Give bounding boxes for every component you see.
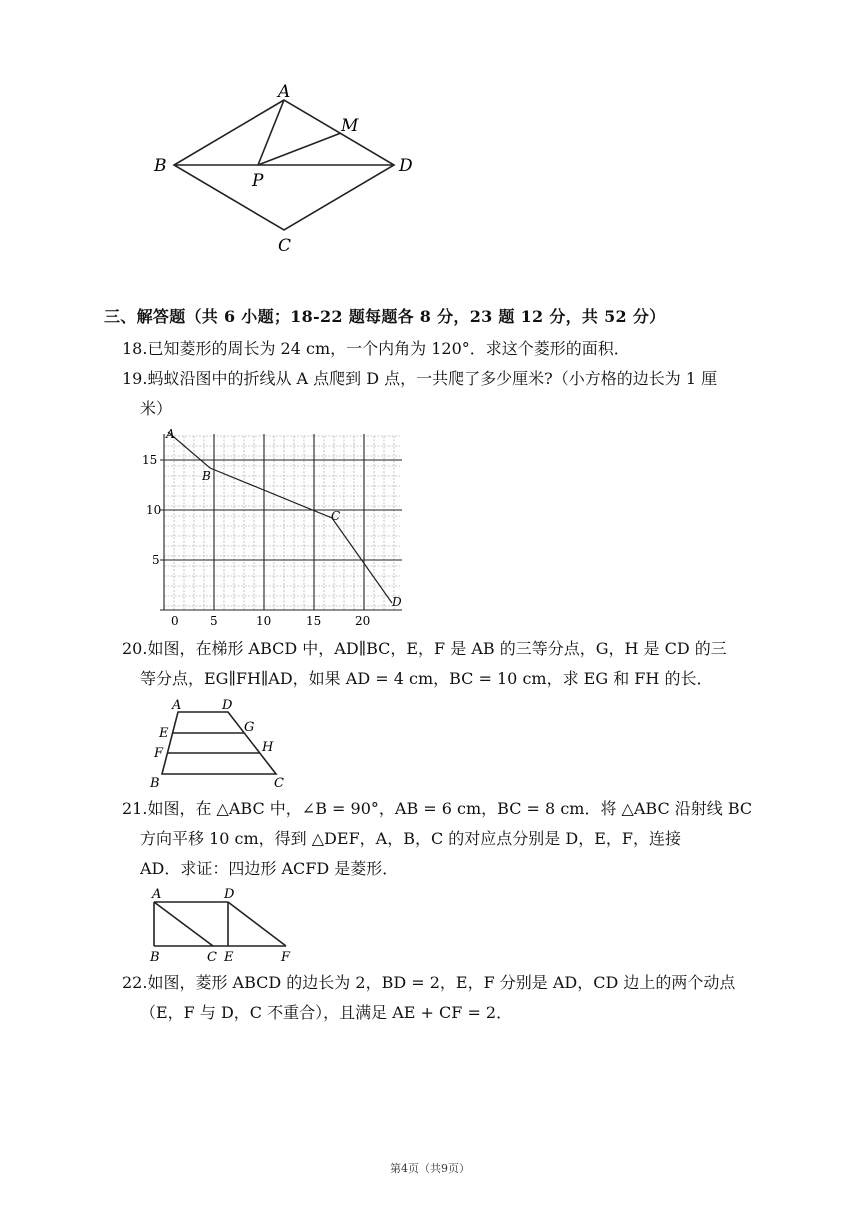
label-b: B [150,950,160,965]
question-number: 22. [122,973,148,992]
translation-figure [146,884,306,966]
question-text-line2: 等分点，EG∥FH∥AD，如果 AD = 4 cm，BC = 10 cm，求 EG 和 FH 的长． [140,669,713,688]
label-d: D [222,698,233,713]
question-19 [122,364,772,424]
grid-figure [140,424,410,630]
trapezoid-outline [162,712,276,774]
point-b-label: B [202,469,211,483]
question-text-line1: 如图，在 △ABC 中，∠B = 90°，AB = 6 cm，BC = 8 cm．将 △ABC 沿射线 BC [147,799,753,818]
label-f: F [154,746,164,761]
question-text-line1: 如图，在梯形 ABCD 中，AD∥BC，E，F 是 AB 的三等分点，G，H 是 CD 的三 [147,639,727,658]
x-tick-20: 20 [355,614,371,628]
question-text-line2: （E，F 与 D，C 不重合），且满足 AE + CF = 2． [140,1003,513,1022]
question-text-line2: 米） [140,399,173,418]
question-number: 20. [122,639,148,658]
label-g: G [244,720,255,735]
question-text: 已知菱形的周长为 24 cm，一个内角为 120°．求这个菱形的面积． [147,339,630,358]
label-c: C [278,236,292,256]
x-tick-5: 5 [210,614,218,628]
label-c: C [207,950,217,965]
segment-df [228,902,286,946]
point-a-label: A [166,427,175,441]
section-title: 三、解答题（共 6 小题；18-22 题每题各 8 分，23 题 12 分，共 52 分） [104,307,666,326]
point-d-label: D [392,595,402,609]
point-c-label: C [331,509,341,523]
question-21 [122,794,772,884]
label-b: B [150,776,160,790]
question-18 [122,334,630,364]
question-number: 18. [122,339,148,358]
question-number: 21. [122,799,148,818]
label-d: D [224,887,235,902]
question-number: 19. [122,369,148,388]
x-tick-0: 0 [171,614,179,628]
x-tick-10: 10 [256,614,272,628]
question-text-line1: 蚂蚁沿图中的折线从 A 点爬到 D 点，一共爬了多少厘米?（小方格的边长为 1 厘 [147,369,718,388]
label-p: P [252,171,264,191]
segment-ap [258,100,284,165]
y-tick-5: 5 [152,553,160,567]
rhombus-figure [150,78,420,258]
question-text-line1: 如图，菱形 ABCD 的边长为 2，BD = 2，E，F 分别是 AD，CD 边上的两个动点 [147,973,736,992]
label-h: H [262,740,274,755]
segment-ac [154,902,213,946]
label-d: D [399,156,413,176]
label-m: M [341,116,359,136]
question-20 [122,634,772,694]
segment-pm [258,133,341,165]
question-22 [122,968,772,1028]
major-grid [160,434,402,610]
question-text-line3: AD．求证：四边形 ACFD 是菱形． [140,859,399,878]
label-b: B [154,156,167,176]
label-e: E [159,726,169,741]
label-a: A [172,698,182,713]
page-footer: 第4页（共9页） [390,1162,470,1175]
label-a: A [152,887,162,902]
label-a: A [278,82,291,102]
ant-path [168,432,392,603]
minor-grid [164,436,400,610]
label-e: E [224,950,234,965]
x-tick-15: 15 [306,614,322,628]
y-tick-15: 15 [142,453,158,467]
label-c: C [274,776,284,790]
y-tick-10: 10 [146,503,162,517]
question-text-line2: 方向平移 10 cm，得到 △DEF，A，B，C 的对应点分别是 D，E，F，连接 [140,829,682,848]
label-f: F [281,950,291,965]
trapezoid-figure [146,696,296,790]
